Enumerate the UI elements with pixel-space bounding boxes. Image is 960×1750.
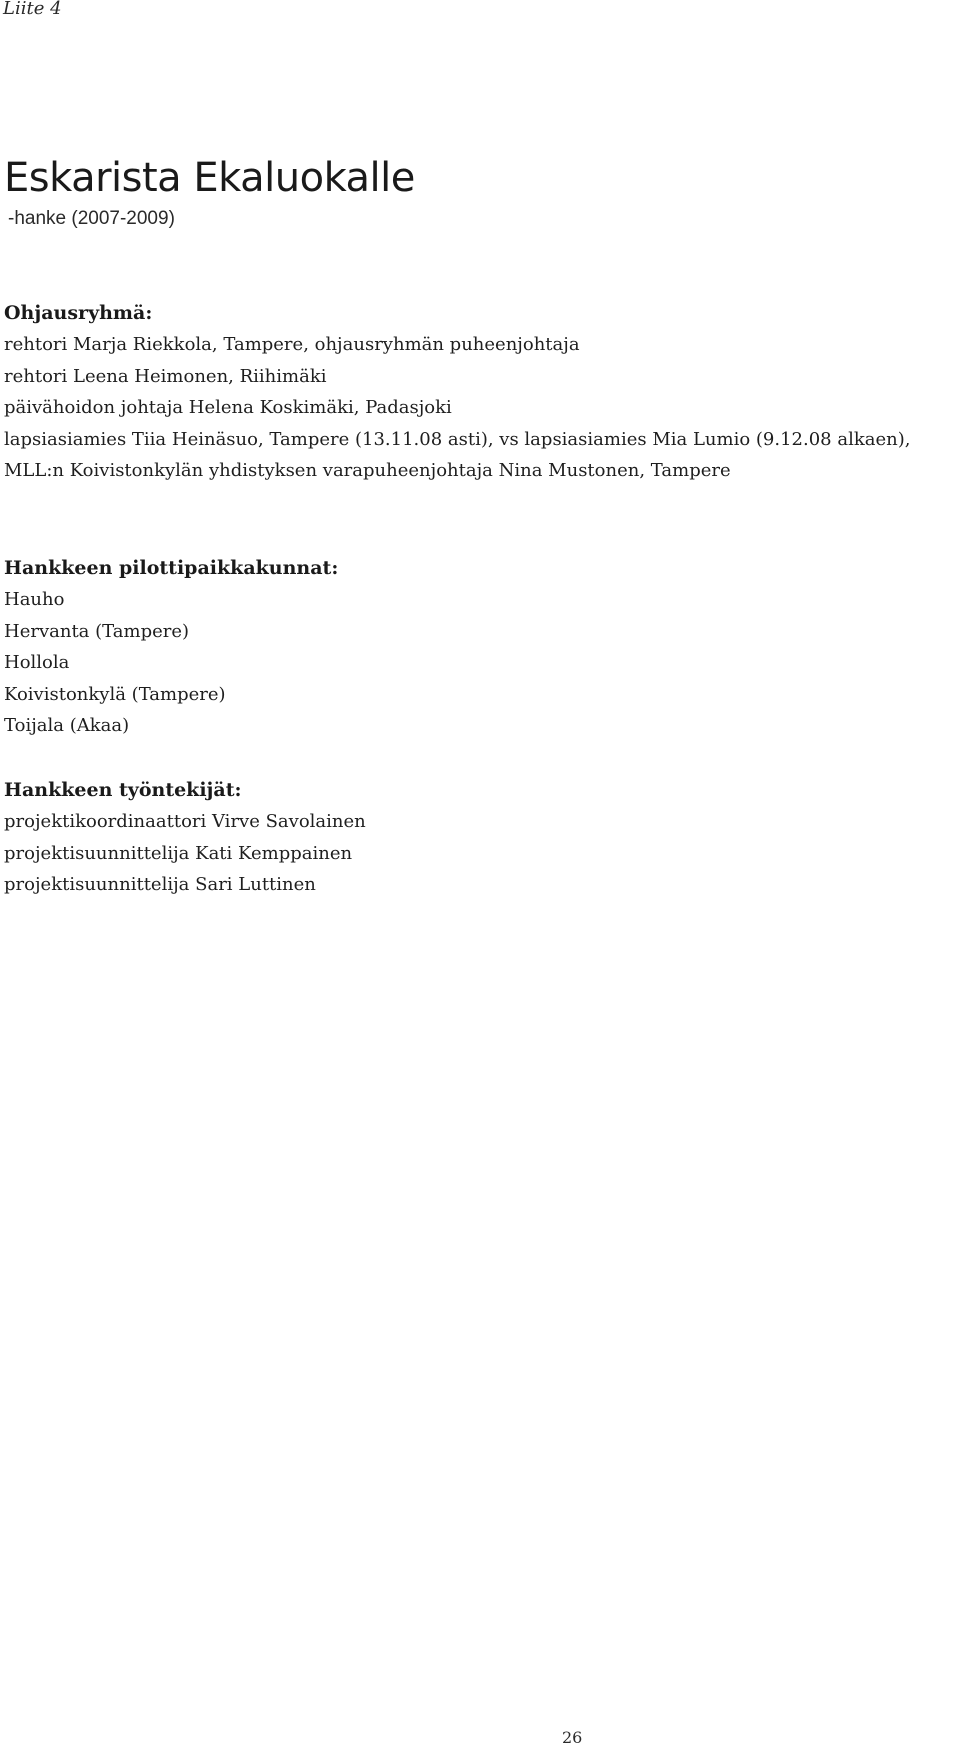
steering-group-section — [4, 298, 910, 487]
project-staff-section — [4, 775, 366, 901]
list-item: rehtori Leena Heimonen, Riihimäki — [4, 365, 327, 387]
pilot-locations-list — [4, 584, 338, 742]
list-item: Koivistonkylä (Tampere) — [4, 683, 226, 705]
list-item: rehtori Marja Riekkola, Tampere, ohjausryhmän puheenjohtaja — [4, 334, 580, 355]
document-subtitle: -hanke (2007-2009) — [8, 208, 175, 229]
list-item: projektisuunnittelija Sari Luttinen — [4, 874, 316, 895]
pilot-locations-section — [4, 553, 338, 742]
list-item: Hauho — [4, 589, 65, 610]
steering-group-heading: Ohjausryhmä: — [4, 302, 153, 324]
page-number: 26 — [562, 1728, 583, 1747]
document-title: Eskarista Ekaluokalle — [4, 155, 415, 201]
list-item: MLL:n Koivistonkylän yhdistyksen varapuheenjohtaja Nina Mustonen, Tampere — [4, 460, 731, 481]
appendix-label: Liite 4 — [3, 0, 62, 19]
steering-group-list — [4, 329, 910, 487]
list-item: Hervanta (Tampere) — [4, 620, 190, 642]
pilot-locations-heading: Hankkeen pilottipaikkakunnat: — [4, 557, 339, 579]
project-staff-list — [4, 806, 366, 901]
project-staff-heading: Hankkeen työntekijät: — [4, 779, 242, 801]
list-item: päivähoidon johtaja Helena Koskimäki, Padasjoki — [4, 397, 452, 418]
list-item: projektisuunnittelija Kati Kemppainen — [4, 842, 353, 864]
list-item: projektikoordinaattori Virve Savolainen — [4, 811, 366, 832]
list-item: lapsiasiamies Tiia Heinäsuo, Tampere (13.11.08 asti), vs lapsiasiamies Mia Lumio (9.12.08 alkaen), — [4, 428, 911, 450]
list-item: Hollola — [4, 652, 70, 673]
list-item: Toijala (Akaa) — [4, 715, 130, 736]
